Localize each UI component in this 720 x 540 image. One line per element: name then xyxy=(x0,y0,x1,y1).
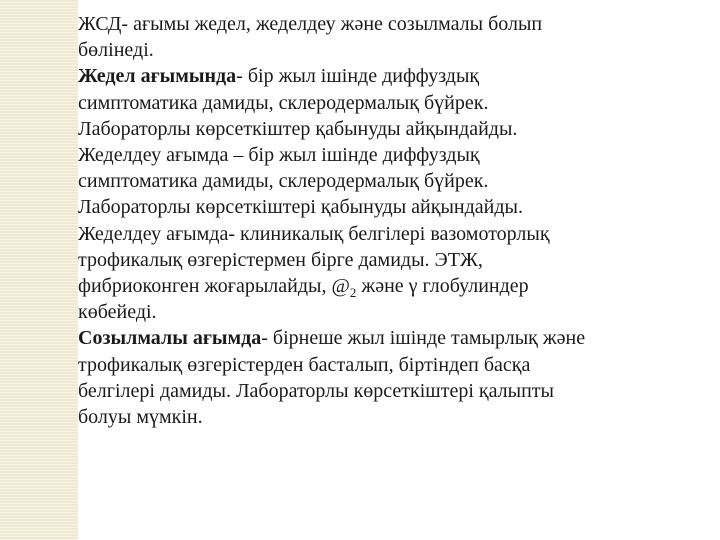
text-line: Жеделдеу ағымда- клиникалық белгілері вазомоторлық xyxy=(78,222,550,245)
text-line: бөлінеді. xyxy=(78,39,154,62)
chronic-course-heading: Созылмалы ағымда xyxy=(78,327,262,350)
text-line: белгілері дамиды. Лабораторлы көрсеткіштері қалыпты xyxy=(78,379,554,402)
text-line: симптоматика дамиды, склеродермалық бүйрек. xyxy=(78,91,489,114)
text-line: Лабораторлы көрсеткіштері қабынуды айқындайды. xyxy=(78,196,523,219)
text-line: ЖСД- ағымы жедел, жеделдеу және созылмалы болып xyxy=(78,13,543,35)
text-line: симптоматика дамиды, склеродермалық бүйрек. xyxy=(78,170,489,193)
text-fragment: - бір жыл ішінде диффуздық xyxy=(236,65,480,88)
text-line xyxy=(78,273,678,299)
text-line: Жеделдеу ағымда – бір жыл ішінде диффуздық xyxy=(78,144,480,167)
slide-body-text xyxy=(78,11,678,430)
text-line xyxy=(78,63,678,89)
text-fragment: және γ глобулиндер xyxy=(356,275,529,298)
text-line: Лабораторлы көрсеткіштер қабынуды айқындайды. xyxy=(78,117,518,140)
text-line: болуы мүмкін. xyxy=(78,406,203,429)
text-fragment: фибриоконген жоғарылайды, @ xyxy=(78,275,350,298)
acute-course-heading: Жедел ағымында xyxy=(78,65,237,88)
text-line: көбейеді. xyxy=(78,301,157,324)
subscript: 2 xyxy=(349,285,357,301)
text-fragment: - бірнеше жыл ішінде тамырлық және xyxy=(261,327,586,350)
text-line: трофикалық өзгерістермен бірге дамиды. ЭТЖ, xyxy=(78,248,483,271)
decorative-stripe xyxy=(0,0,78,540)
text-line xyxy=(78,325,678,351)
text-line: трофикалық өзгерістерден басталып, біртіндеп басқа xyxy=(78,353,531,376)
